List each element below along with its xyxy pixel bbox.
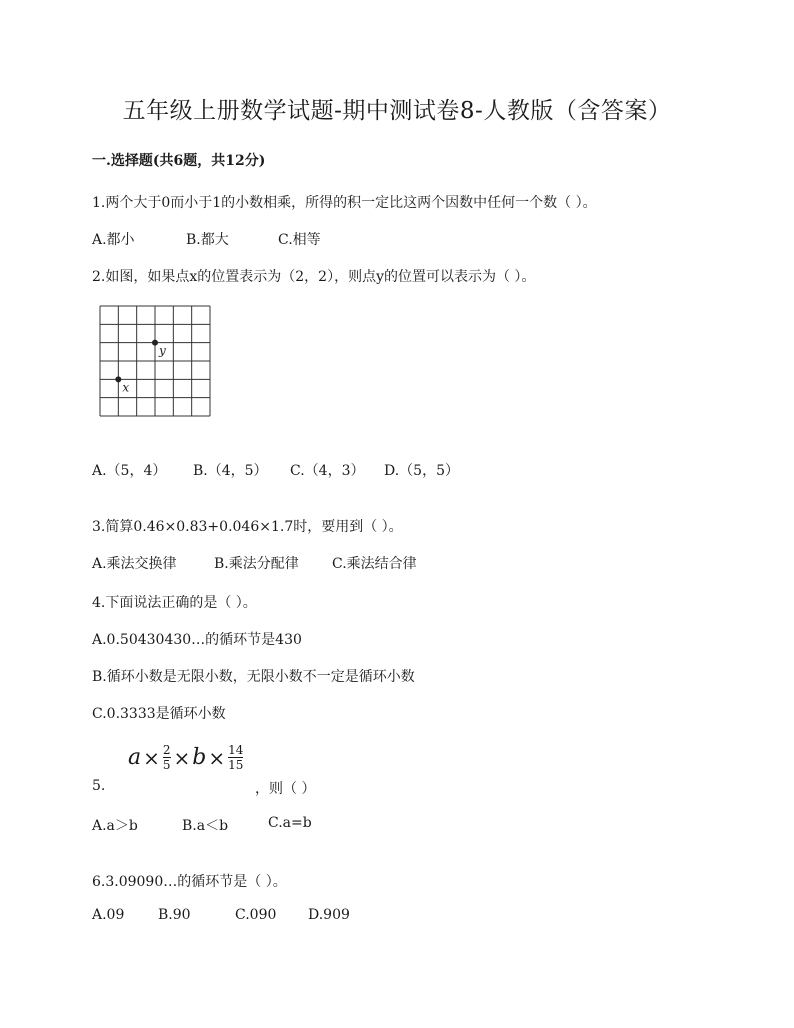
point-y-dot	[152, 340, 158, 346]
q6-option-b: B.90	[158, 907, 191, 923]
coordinate-grid-figure	[98, 304, 212, 418]
fraction-numerator: 14	[228, 743, 244, 757]
fraction-2-5	[163, 744, 171, 771]
fraction-denominator: 5	[162, 758, 171, 772]
q5-option-c: C.a=b	[268, 815, 312, 831]
q2-option-a: A.（5，4）	[92, 463, 167, 479]
q3-option-b: B.乘法分配律	[214, 556, 299, 572]
question-4-text: 4.下面说法正确的是（ ）。	[92, 595, 257, 611]
times-sign-3: ×	[208, 745, 226, 770]
q1-option-a: A.都小	[92, 232, 135, 248]
q4-option-c: C.0.3333是循环小数	[92, 706, 226, 722]
q2-option-c: C.（4，3）	[290, 463, 365, 479]
question-6-text: 6.3.09090…的循环节是（ ）。	[92, 874, 287, 890]
q5-option-b: B.a＜b	[182, 818, 229, 834]
q4-option-a: A.0.50430430…的循环节是430	[92, 632, 302, 648]
q1-option-c: C.相等	[278, 232, 321, 248]
times-sign-1: ×	[143, 745, 160, 770]
times-sign-2: ×	[173, 745, 191, 770]
question-5-suffix: ，则（ ）	[255, 781, 316, 797]
fraction-denominator: 15	[228, 758, 244, 772]
q6-option-d: D.909	[308, 907, 350, 923]
math-var-a: a	[128, 745, 142, 770]
grid-svg	[98, 304, 212, 418]
fraction-numerator: 2	[162, 743, 171, 757]
q5-option-a: A.a＞b	[92, 818, 138, 834]
question-2-text: 2.如图，如果点x的位置表示为（2，2），则点y的位置可以表示为（ ）。	[92, 269, 536, 285]
question-1-text: 1.两个大于0而小于1的小数相乘，所得的积一定比这两个因数中任何一个数（ ）。	[92, 195, 597, 211]
q6-option-c: C.090	[235, 907, 277, 923]
q1-option-b: B.都大	[186, 232, 229, 248]
section-heading: 一.选择题(共6题，共12分)	[92, 153, 266, 169]
fraction-14-15	[228, 744, 243, 771]
q4-option-b: B.循环小数是无限小数，无限小数不一定是循环小数	[92, 669, 415, 685]
point-y-label: y	[159, 343, 166, 358]
q6-option-a: A.09	[92, 907, 125, 923]
q2-option-d: D.（5，5）	[384, 463, 459, 479]
point-x-dot	[115, 376, 121, 382]
question-3-text: 3.简算0.46×0.83+0.046×1.7时，要用到（ ）。	[92, 519, 403, 535]
q5-math-expression	[128, 744, 244, 771]
question-5-number: 5.	[92, 778, 106, 794]
math-var-b: b	[192, 745, 207, 770]
page-title: 五年级上册数学试题-期中测试卷8-人教版（含答案）	[122, 98, 672, 124]
q3-option-a: A.乘法交换律	[92, 556, 177, 572]
q3-option-c: C.乘法结合律	[332, 556, 417, 572]
point-x-label: x	[122, 380, 130, 395]
q2-option-b: B.（4，5）	[193, 463, 268, 479]
